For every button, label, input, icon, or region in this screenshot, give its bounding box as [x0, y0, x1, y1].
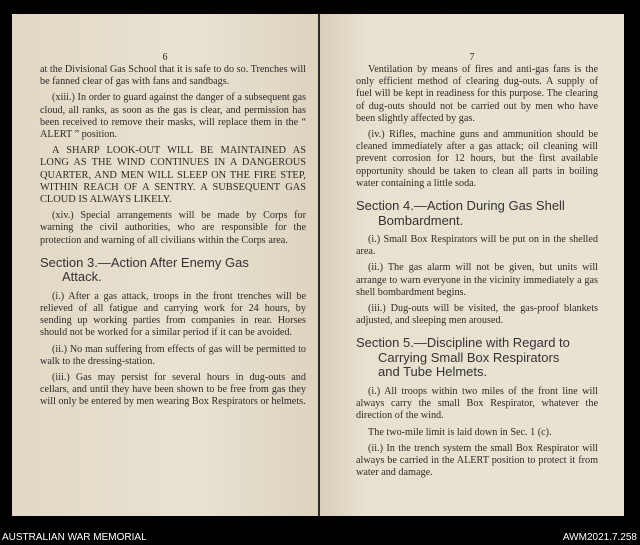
- left-page: [12, 14, 318, 516]
- page-number: 7: [469, 52, 475, 63]
- section-3-para-ii: (ii.) No man suffering from effects of gas will be permitted to walk to the dressing-station.: [40, 343, 306, 367]
- paragraph-xiv: (xiv.) Special arrangements will be made by Corps for warning the civil authorities, who are responsible for the protection and warning of all civilians within the Corps area.: [40, 210, 306, 246]
- paragraph-iv: (iv.) Rifles, machine guns and ammunition should be cleaned immediately after a gas attack; oil cleaning will prevent corrosion for 12 hours, but the first available opportunity should be taken to clean all parts in boiling water containing a little soda.: [356, 129, 598, 189]
- section-5-heading: Section 5.—Discipline with Regard to Carrying Small Box Respirators and Tube Helmets.: [356, 335, 570, 380]
- section-5-para-i: (i.) All troops within two miles of the front line will always carry the small Box Respirator, whatever the direction of the wind.: [356, 385, 598, 422]
- page-number: 6: [162, 52, 168, 63]
- paragraph: at the Divisional Gas School that it is safe to do so. Trenches will be fanned clear of gas with fans and sandbags.: [40, 64, 306, 88]
- section-3-heading: Section 3.—Action After Enemy Gas Attack.: [40, 254, 249, 285]
- accession-number: AWM2021.7.258: [562, 532, 637, 543]
- paragraph: Ventilation by means of fires and anti-gas fans is the only efficient method of clearing dug-outs. A supply of fuel will be kept in readiness for this purpose. The clearing of dug-outs should not be carried out by men who have been slightly affected by gas.: [356, 64, 598, 124]
- section-3-para-iii: (iii.) Gas may persist for several hours in dug-outs and cellars, and until they have been shown to be free from gas they will only be entered by men wearing Box Respirators or helmets.: [40, 372, 306, 408]
- section-4-para-i: (i.) Small Box Respirators will be put on in the shelled area.: [356, 234, 598, 258]
- section-4-para-ii: (ii.) The gas alarm will not be given, but units will arrange to warn everyone in the vicinity immediately a gas shell bombardment begins.: [356, 262, 598, 298]
- right-page-body: [356, 64, 598, 479]
- warning-notice: A SHARP LOOK-OUT WILL BE MAINTAINED AS LONG AS THE WIND CONTINUES IN A DANGEROUS QUARTER, AND MEN WILL SLEEP ON THE FIRE STEP, WITHIN REACH OF A SENTRY. A SUBSEQUENT GAS CLOUD IS ALWAYS LIKELY.: [40, 145, 306, 206]
- section-4-heading: Section 4.—Action During Gas Shell Bombardment.: [356, 198, 565, 228]
- section-5-para-ii: (ii.) In the trench system the small Box Respirator will always be carried in the ALERT position to protect it from water and damage.: [356, 442, 598, 479]
- right-page: [320, 14, 624, 516]
- archive-caption-bar: [0, 530, 640, 545]
- paragraph-xiii: (xiii.) In order to guard against the danger of a subsequent gas cloud, all ranks, as soon as the gas is clear, and permission has been received to remove their masks, will replace them in the “ ALERT ” position.: [40, 92, 306, 141]
- left-page-body: [40, 64, 306, 409]
- institution-label: AUSTRALIAN WAR MEMORIAL: [2, 532, 147, 543]
- section-4-para-iii: (iii.) Dug-outs will be visited, the gas-proof blankets adjusted, and sleeping men aroused.: [356, 303, 598, 327]
- booklet-spread: [12, 14, 624, 516]
- section-3-para-i: (i.) After a gas attack, troops in the front trenches will be relieved of all fatigue and carrying work for 24 hours, by sending up working parties from companies in rear. Horses should not be worked for a similar period if it can be avoided.: [40, 290, 306, 339]
- section-5-limit-note: The two-mile limit is laid down in Sec. 1 (c).: [368, 426, 552, 438]
